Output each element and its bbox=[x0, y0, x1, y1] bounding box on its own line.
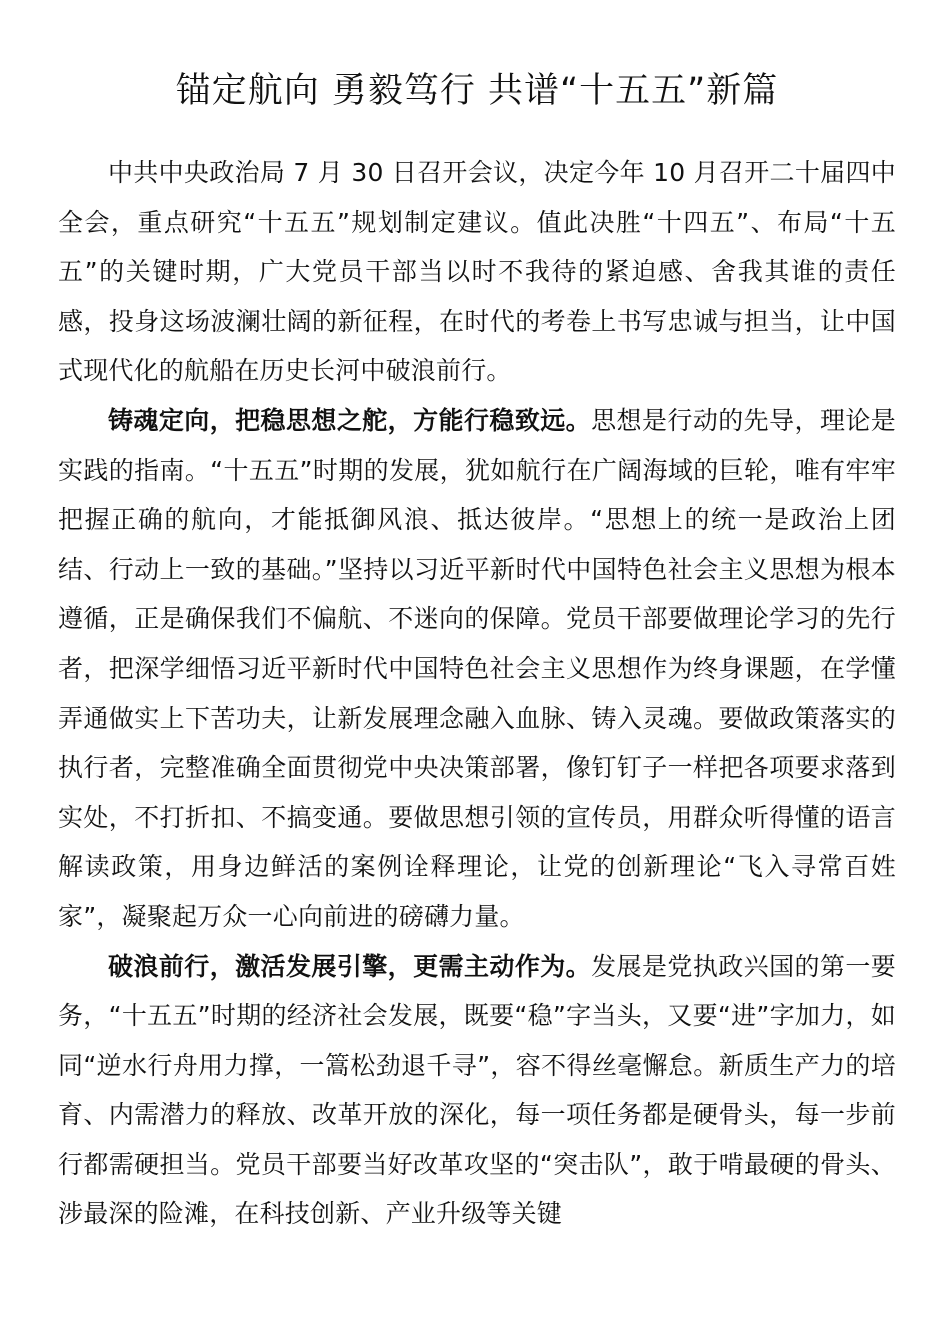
paragraph-development bbox=[58, 942, 896, 1240]
paragraph-thought-direction bbox=[58, 396, 896, 942]
paragraph-body: 发展是党执政兴国的第一要务，“十五五”时期的经济社会发展，既要“稳”字当头，又要“进”字加力，如同“逆水行舟用力撑，一篙松劲退千寻”，容不得丝毫懈怠。新质生产力的培育、内需潜力的释放、改革开放的深化，每一项任务都是硬骨头，每一步前行都需硬担当。党员干部要当好改革攻坚的“突击队”，敢于啃最硬的骨头、涉最深的险滩，在科技创新、产业升级等关键 bbox=[58, 951, 896, 1229]
paragraph-intro bbox=[58, 148, 896, 396]
paragraph-lead: 破浪前行，激活发展引擎，更需主动作为。 bbox=[108, 951, 592, 981]
paragraph-body: 思想是行动的先导，理论是实践的指南。“十五五”时期的发展，犹如航行在广阔海域的巨轮，唯有牢牢把握正确的航向，才能抵御风浪、抵达彼岸。“思想上的统一是政治上团结、行动上一致的基础。”坚持以习近平新时代中国特色社会主义思想为根本遵循，正是确保我们不偏航、不迷向的保障。党员干部要做理论学习的先行者，把深学细悟习近平新时代中国特色社会主义思想作为终身课题，在学懂弄通做实上下苦功夫，让新发展理念融入血脉、铸入灵魂。要做政策落实的执行者，完整准确全面贯彻党中央决策部署，像钉钉子一样把各项要求落到实处，不打折扣、不搞变通。要做思想引领的宣传员，用群众听得懂的语言解读政策，用身边鲜活的案例诠释理论，让党的创新理论“飞入寻常百姓家”，凝聚起万众一心向前进的磅礴力量。 bbox=[58, 405, 896, 931]
document-title: 锚定航向 勇毅笃行 共谱“十五五”新篇 bbox=[175, 71, 779, 111]
paragraph-body: 中共中央政治局 7 月 30 日召开会议，决定今年 10 月召开二十届四中全会，重点研究“十五五”规划制定建议。值此决胜“十四五”、布局“十五五”的关键时期，广大党员干部当以时不我待的紧迫感、舍我其谁的责任感，投身这场波澜壮阔的新征程，在时代的考卷上书写忠诚与担当，让中国式现代化的航船在历史长河中破浪前行。 bbox=[58, 158, 896, 386]
document-page bbox=[58, 62, 896, 1239]
paragraph-lead: 铸魂定向，把稳思想之舵，方能行稳致远。 bbox=[108, 405, 592, 435]
